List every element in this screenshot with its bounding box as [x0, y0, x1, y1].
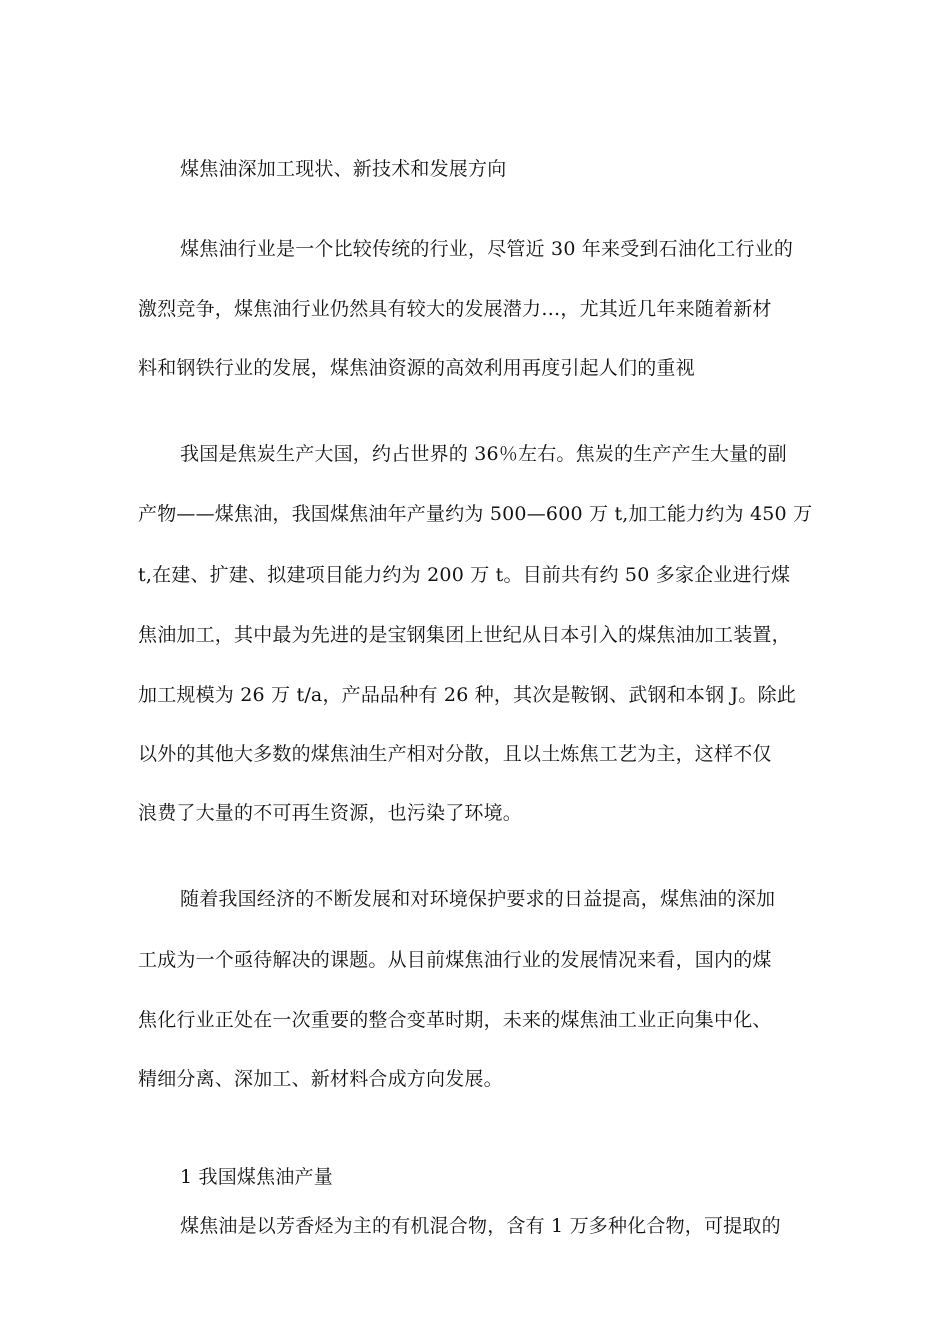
paragraph-2-line-4: 焦油加工，其中最为先进的是宝钢集团上世纪从日本引入的煤焦油加工装置，	[138, 624, 791, 646]
paragraph-1-line-1: 煤焦油行业是一个比较传统的行业，尽管近 30 年来受到石油化工行业的	[180, 238, 794, 260]
section-heading: 1 我国煤焦油产量	[180, 1166, 333, 1188]
paragraph-3-line-3: 焦化行业正处在一次重要的整合变革时期，未来的煤焦油工业正向集中化、	[138, 1009, 772, 1031]
paragraph-1-line-2: 激烈竞争，煤焦油行业仍然具有较大的发展潜力…，尤其近几年来随着新材	[138, 298, 772, 320]
paragraph-2-line-5: 加工规模为 26 万 t/a，产品品种有 26 种，其次是鞍钢、武钢和本钢 J。除此	[138, 684, 796, 706]
paragraph-2-line-2: 产物——煤焦油，我国煤焦油年产量约为 500—600 万 t,加工能力约为 450 万	[138, 503, 813, 525]
section-paragraph-line-1: 煤焦油是以芳香烃为主的有机混合物，含有 1 万多种化合物，可提取的	[180, 1215, 781, 1237]
paragraph-3-line-2: 工成为一个亟待解决的课题。从目前煤焦油行业的发展情况来看，国内的煤	[138, 949, 772, 971]
paragraph-2-line-7: 浪费了大量的不可再生资源，也污染了环境。	[138, 802, 523, 824]
paragraph-1-line-3: 料和钢铁行业的发展，煤焦油资源的高效利用再度引起人们的重视	[138, 357, 695, 379]
paragraph-3-line-1: 随着我国经济的不断发展和对环境保护要求的日益提高，煤焦油的深加	[180, 888, 776, 910]
paragraph-2-line-1: 我国是焦炭生产大国，约占世界的 36％左右。焦炭的生产产生大量的副	[180, 443, 787, 465]
paragraph-3-line-4: 精细分离、深加工、新材料合成方向发展。	[138, 1068, 503, 1090]
paragraph-2-line-6: 以外的其他大多数的煤焦油生产相对分散，且以土炼焦工艺为主，这样不仅	[138, 743, 772, 765]
paragraph-2-line-3: t,在建、扩建、拟建项目能力约为 200 万 t。目前共有约 50 多家企业进行煤	[138, 564, 791, 586]
document-title: 煤焦油深加工现状、新技术和发展方向	[180, 158, 507, 180]
